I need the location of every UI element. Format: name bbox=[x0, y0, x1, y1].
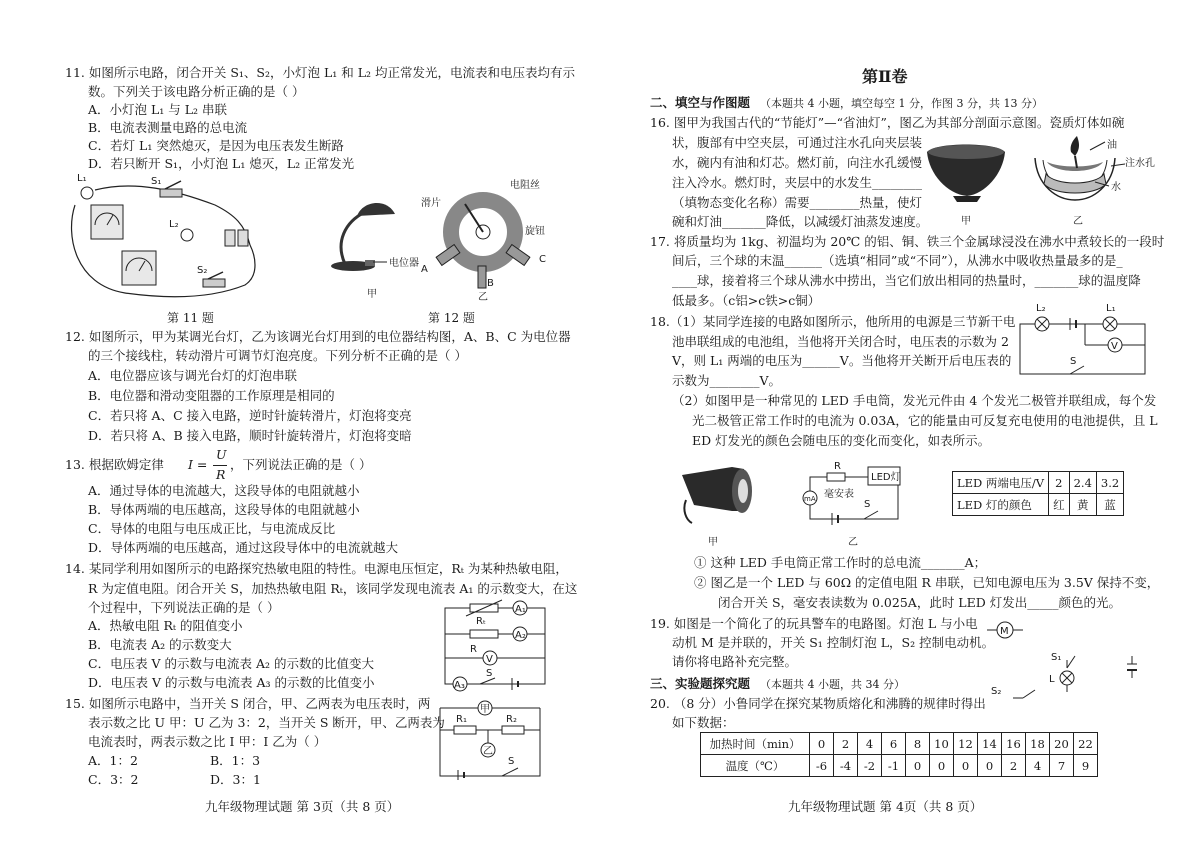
table-cell: 0 bbox=[930, 755, 954, 777]
fig11-s2-label: S₂ bbox=[197, 265, 208, 276]
fig18b-jia-label: 甲 bbox=[708, 537, 718, 548]
table-cell: -1 bbox=[882, 755, 906, 777]
table-cell: 0 bbox=[810, 733, 834, 755]
q12-line2: 的三个接线柱，转动滑片可调节灯泡亮度。下列分析不正确的是（ ） bbox=[88, 348, 467, 363]
right-page bbox=[600, 0, 1200, 849]
figure-15-circuit bbox=[430, 700, 555, 780]
q18-sub1: ① 这种 LED 手电筒正常工作时的总电流_______A； bbox=[694, 555, 987, 570]
q16-line4: 注入冷水。燃灯时，夹层中的水发生________ bbox=[672, 175, 923, 190]
q15-option-d: D．3：1 bbox=[210, 772, 261, 787]
figure-19-components bbox=[985, 618, 1160, 708]
section-2-heading: 二、填空与作图题 bbox=[650, 95, 751, 110]
q11-line2: 数。下列关于该电路分析正确的是（ ） bbox=[88, 84, 305, 99]
volume-title: 第Ⅱ卷 bbox=[862, 67, 908, 86]
fig11-l2-label: L₂ bbox=[169, 219, 179, 230]
fig15-yi-label: 乙 bbox=[483, 746, 493, 757]
q17-line2: 间后，三个球的末温______（选填“相同”或“不同”），从沸水中吸收热量最多的是_ bbox=[672, 253, 1123, 268]
q11-option-a: A．小灯泡 L₁ 与 L₂ 串联 bbox=[88, 102, 228, 117]
q15-option-a: A．1：2 bbox=[88, 753, 138, 768]
fig12-knob-label: 旋钮 bbox=[525, 226, 545, 237]
figure-18-series-circuit bbox=[1010, 300, 1160, 380]
table-cell: 蓝 bbox=[1096, 494, 1123, 516]
q14-line3: 个过程中，下列说法正确的是（ ） bbox=[88, 600, 280, 615]
q14-option-c: C．电压表 V 的示数与电流表 A₂ 的示数的比值变大 bbox=[88, 656, 375, 671]
figure-14-circuit bbox=[440, 598, 555, 690]
figure-18-led-flashlight bbox=[672, 455, 912, 550]
fig19-l-label: L bbox=[1049, 674, 1055, 685]
q18-line4: 示数为________V。 bbox=[672, 373, 782, 388]
q18-line7: ED 灯发光的颜色会随电压的变化而变化，如表所示。 bbox=[692, 433, 991, 448]
section-3-heading: 三、实验题探究题 bbox=[650, 676, 751, 691]
q13-option-a: A．通过导体的电流越大，这段导体的电阻就越小 bbox=[88, 483, 360, 498]
fig15-s-label: S bbox=[508, 756, 515, 767]
left-page-footer: 九年级物理试题 第 3页（共 8 页） bbox=[205, 799, 400, 814]
q15-option-b: B．1：3 bbox=[210, 753, 261, 768]
q15-line1: 15. 如图所示电路中，当开关 S 闭合，甲、乙两表为电压表时，两 bbox=[65, 696, 431, 711]
fig16-yi-label: 乙 bbox=[1073, 216, 1083, 227]
q13-option-b: B．导体两端的电压越高，这段导体的电阻就越小 bbox=[88, 502, 360, 517]
figure-16-oil-lamp bbox=[925, 138, 1165, 230]
q18-line2: 池串联组成的电池组，当他将开关闭合时，电压表的示数为 2 bbox=[672, 334, 1009, 349]
q11-option-b: B．电流表测量电路的总电流 bbox=[88, 120, 248, 135]
fig14-r-label: R bbox=[470, 644, 477, 655]
fig18b-yi-label: 乙 bbox=[848, 537, 858, 548]
table-cell: 2 bbox=[1049, 472, 1070, 494]
fig19-s2-label: S₂ bbox=[991, 686, 1002, 697]
table-cell: 9 bbox=[1074, 755, 1098, 777]
q12-line1: 12. 如图所示，甲为某调光台灯，乙为该调光台灯用到的电位器结构图，A、B、C 为电位器 bbox=[65, 329, 571, 344]
fig16-hole-label: 注水孔 bbox=[1125, 158, 1155, 169]
fig18b-r-label: R bbox=[834, 461, 841, 472]
table-cell: 20 bbox=[1050, 733, 1074, 755]
table-cell: LED 灯的颜色 bbox=[953, 494, 1049, 516]
table-cell: 3.2 bbox=[1096, 472, 1123, 494]
fig15-r1-label: R₁ bbox=[456, 714, 467, 725]
q15-line2: 表示数之比 U 甲：U 乙为 3：2，当开关 S 断开，甲、乙两表为 bbox=[88, 715, 445, 730]
fig18a-l1-label: L₁ bbox=[1106, 303, 1116, 314]
q13-option-c: C．导体的电阻与电压成正比，与电流成反比 bbox=[88, 521, 336, 536]
fig19-m-label: M bbox=[1000, 626, 1009, 637]
fig12-c-label: C bbox=[539, 254, 546, 265]
table-cell: 红 bbox=[1049, 494, 1070, 516]
table-cell: 7 bbox=[1050, 755, 1074, 777]
q17-line3: ____球，接着将三个球从沸水中捞出，当它们放出相同的热量时，_______球的温度降 bbox=[672, 273, 1141, 288]
fig18a-s-label: S bbox=[1070, 356, 1077, 367]
fig12-b-label: B bbox=[487, 278, 494, 289]
fig11-l1-label: L₁ bbox=[77, 173, 87, 184]
table-cell: 黄 bbox=[1069, 494, 1096, 516]
q18-line3: V，则 L₁ 两端的电压为______V。当他将开关断开后电压表的 bbox=[672, 353, 1012, 368]
section-2-note: （本题共 4 小题，填空每空 1 分，作图 3 分，共 13 分） bbox=[760, 97, 1043, 110]
fig12-jia-label: 甲 bbox=[367, 289, 377, 300]
q18-line1: 18.（1）某同学连接的电路如图所示，他所用的电源是三节新干电 bbox=[650, 314, 1016, 329]
table-cell: -2 bbox=[858, 755, 882, 777]
q11-option-d: D．若只断开 S₁，小灯泡 L₁ 熄灭，L₂ 正常发光 bbox=[88, 156, 355, 171]
q12-option-b: B．电位器和滑动变阻器的工作原理是相同的 bbox=[88, 388, 335, 403]
q14-line2: R 为定值电阻。闭合开关 S，加热热敏电阻 Rₜ，该同学发现电流表 A₁ 的示数变大，在这 bbox=[88, 581, 578, 596]
table-cell: 0 bbox=[954, 755, 978, 777]
fig11-s1-label: S₁ bbox=[151, 176, 162, 187]
q13-formula-i: I = bbox=[188, 457, 208, 472]
fig14-a1-label: A₁ bbox=[515, 604, 526, 615]
table-cell: 2.4 bbox=[1069, 472, 1096, 494]
q12-option-a: A．电位器应该与调光台灯的灯泡串联 bbox=[88, 368, 298, 383]
q16-line2: 状，腹部有中空夹层，可通过注水孔向夹层装 bbox=[672, 135, 923, 150]
q20-line2: 如下数据： bbox=[672, 715, 735, 730]
table-row bbox=[701, 755, 1098, 777]
q14-option-b: B．电流表 A₂ 的示数变大 bbox=[88, 637, 232, 652]
table-cell: 2 bbox=[1002, 755, 1026, 777]
q15-line3: 电流表时，两表示数之比 I 甲：I 乙为（ ） bbox=[88, 734, 327, 749]
table-cell: 10 bbox=[930, 733, 954, 755]
q18-sub2: ② 图乙是一个 LED 与 60Ω 的定值电阻 R 串联，已知电源电压为 3.5V 保持不变， bbox=[694, 575, 1160, 590]
q18-sub3: 闭合开关 S，毫安表读数为 0.025A，此时 LED 灯发出_____颜色的光。 bbox=[718, 595, 1121, 610]
section-3-note: （本题共 4 小题，共 34 分） bbox=[760, 678, 905, 691]
q17-line1: 17. 将质量均为 1kg、初温均为 20℃ 的铝、铜、铁三个金属球浸没在沸水中煮较长的一段时 bbox=[650, 234, 1165, 249]
fig15-jia-label: 甲 bbox=[480, 704, 490, 715]
fig18b-s-label: S bbox=[864, 499, 871, 510]
figure-11-circuit bbox=[65, 175, 280, 305]
table-cell: 12 bbox=[954, 733, 978, 755]
q13-option-d: D．导体两端的电压越高，通过这段导体中的电流就越大 bbox=[88, 540, 399, 555]
fig16-oil-label: 油 bbox=[1107, 140, 1117, 151]
fig18a-l2-label: L₂ bbox=[1036, 303, 1046, 314]
q16-line6: 碗和灯油_______降低，以减缓灯油蒸发速度。 bbox=[672, 214, 929, 229]
table-cell: 0 bbox=[906, 755, 930, 777]
fig12-pot-label: 电位器 bbox=[389, 258, 419, 269]
figure-12-caption: 第 12 题 bbox=[428, 311, 475, 325]
fig14-a2-label: A₂ bbox=[515, 630, 526, 641]
q19-line1: 19. 如图是一个简化了的玩具警车的电路图。灯泡 L 与小电 bbox=[650, 616, 978, 631]
q19-line2: 动机 M 是并联的，开关 S₁ 控制灯泡 L，S₂ 控制电动机。 bbox=[672, 635, 995, 650]
table-cell: LED 两端电压/V bbox=[953, 472, 1049, 494]
q13-stem-suffix: ，下列说法正确的是（ ） bbox=[230, 457, 372, 472]
q18-line6: 光二极管正常工作时的电流为 0.03A，它的能量由可反复充电使用的电池提供，且 L bbox=[692, 413, 1158, 428]
table-cell: 0 bbox=[978, 755, 1002, 777]
figure-12-potentiometer bbox=[325, 182, 560, 302]
figure-11-caption: 第 11 题 bbox=[167, 311, 214, 325]
table-cell: 16 bbox=[1002, 733, 1026, 755]
table-cell: 6 bbox=[882, 733, 906, 755]
table-row bbox=[953, 494, 1124, 516]
table-cell: -6 bbox=[810, 755, 834, 777]
table-cell: 4 bbox=[1026, 755, 1050, 777]
table-cell: 8 bbox=[906, 733, 930, 755]
fig18b-led-label: LED灯 bbox=[871, 472, 901, 483]
led-voltage-color-table bbox=[952, 471, 1124, 516]
q14-line1: 14. 某同学利用如图所示的电路探究热敏电阻的特性。电源电压恒定，Rₜ 为某种热敏电阻， bbox=[65, 561, 568, 576]
fig14-rt-label: Rₜ bbox=[476, 616, 486, 627]
fig16-jia-label: 甲 bbox=[961, 216, 971, 227]
q13-stem-prefix: 13. 根据欧姆定律 bbox=[65, 457, 164, 472]
fig18b-ma-label: mA bbox=[804, 495, 816, 503]
table-cell: 温度（℃） bbox=[701, 755, 810, 777]
fig12-a-label: A bbox=[421, 264, 428, 275]
q18-line5: （2）如图甲是一种常见的 LED 手电筒，发光元件由 4 个发光二极管并联组成，每个发 bbox=[672, 393, 1157, 408]
q16-line3: 水，碗内有油和灯芯。燃灯前，向注水孔缓慢 bbox=[672, 155, 923, 170]
table-cell: 2 bbox=[834, 733, 858, 755]
table-cell: -4 bbox=[834, 755, 858, 777]
q13-formula-r: R bbox=[216, 467, 226, 482]
fig14-a3-label: A₃ bbox=[454, 680, 465, 691]
table-row bbox=[953, 472, 1124, 494]
fig14-v-label: V bbox=[486, 654, 493, 665]
table-cell: 加热时间（min） bbox=[701, 733, 810, 755]
fig14-s-label: S bbox=[486, 668, 493, 679]
heating-data-table bbox=[700, 732, 1098, 777]
q15-option-c: C．3：2 bbox=[88, 772, 139, 787]
fig12-slider-label: 滑片 bbox=[421, 198, 441, 209]
q16-line1: 16. 图甲为我国古代的“节能灯”—“省油灯”，图乙为其部分剖面示意图。瓷质灯体如碗 bbox=[650, 115, 1125, 130]
table-cell: 18 bbox=[1026, 733, 1050, 755]
q14-option-d: D．电压表 V 的示数与电流表 A₃ 的示数的比值变小 bbox=[88, 675, 375, 690]
q11-option-c: C．若灯 L₁ 突然熄灭，是因为电压表发生断路 bbox=[88, 138, 344, 153]
q16-line5: （填物态变化名称）需要________热量，使灯 bbox=[672, 195, 923, 210]
q19-line3: 请你将电路补充完整。 bbox=[672, 654, 798, 669]
fig12-wire-label: 电阻丝 bbox=[510, 180, 540, 191]
q12-option-d: D．若只将 A、B 接入电路，顺时针旋转滑片，灯泡将变暗 bbox=[88, 428, 412, 443]
table-row bbox=[701, 733, 1098, 755]
q20-line1: 20. （8 分）小鲁同学在探究某物质熔化和沸腾的规律时得出 bbox=[650, 696, 986, 711]
table-cell: 14 bbox=[978, 733, 1002, 755]
fig12-yi-label: 乙 bbox=[478, 292, 488, 303]
table-cell: 4 bbox=[858, 733, 882, 755]
fig16-water-label: 水 bbox=[1111, 182, 1121, 193]
fig18b-meter-label: 毫安表 bbox=[824, 489, 854, 500]
q11-line1: 11. 如图所示电路，闭合开关 S₁、S₂，小灯泡 L₁ 和 L₂ 均正常发光，电流表和电压表均有示 bbox=[65, 65, 575, 80]
right-page-footer: 九年级物理试题 第 4页（共 8 页） bbox=[788, 799, 983, 814]
fig19-s1-label: S₁ bbox=[1051, 652, 1062, 663]
q12-option-c: C．若只将 A、C 接入电路，逆时针旋转滑片，灯泡将变亮 bbox=[88, 408, 412, 423]
fig18a-v-label: V bbox=[1111, 341, 1118, 352]
q14-option-a: A．热敏电阻 Rₜ 的阻值变小 bbox=[88, 618, 243, 633]
table-cell: 22 bbox=[1074, 733, 1098, 755]
q13-formula-u: U bbox=[216, 447, 227, 462]
q17-line4: 低最多。（c铝>c铁>c铜） bbox=[672, 293, 821, 308]
fig15-r2-label: R₂ bbox=[506, 714, 517, 725]
